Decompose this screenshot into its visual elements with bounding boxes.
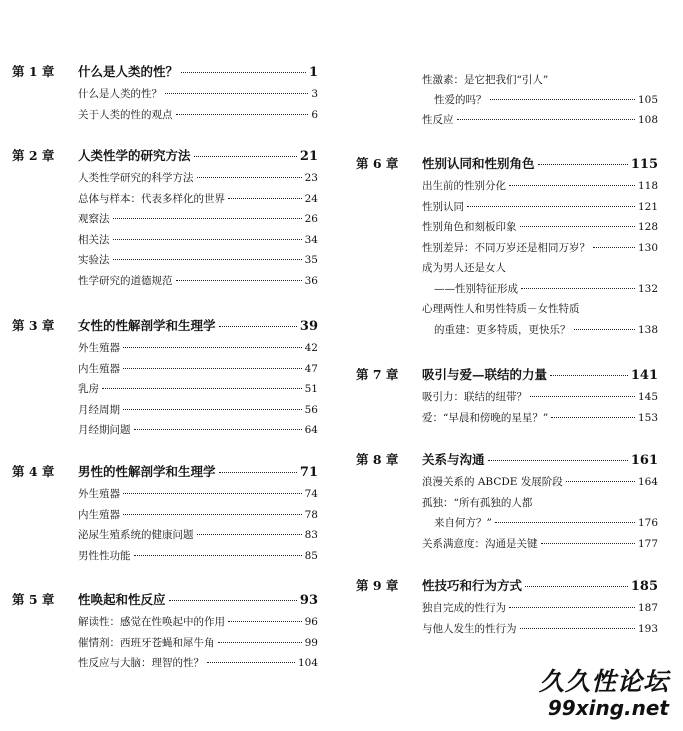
toc-entry[interactable] bbox=[78, 507, 318, 525]
toc-entry-title: 孤独：“所有孤独的人都 bbox=[422, 496, 533, 509]
dot-leader bbox=[181, 72, 306, 73]
toc-entry-title: 相关法 bbox=[78, 233, 110, 246]
toc-entry-page: 187 bbox=[637, 602, 658, 614]
toc-entry-title: 催情剂：西班牙苍蝇和犀牛角 bbox=[78, 636, 215, 649]
dot-leader bbox=[123, 347, 302, 348]
chapter-page: 93 bbox=[299, 593, 318, 608]
toc-entry[interactable] bbox=[78, 614, 318, 632]
dot-leader bbox=[219, 472, 297, 473]
chapter-page: 39 bbox=[299, 319, 318, 334]
toc-entry-title: 心理两性人和男性特质－女性特质 bbox=[422, 303, 580, 315]
toc-entry[interactable] bbox=[422, 410, 658, 428]
toc-entry-title: 外生殖器 bbox=[78, 488, 120, 500]
toc-entry-page: 164 bbox=[637, 476, 658, 488]
toc-entry-title: 外生殖器 bbox=[78, 342, 120, 354]
toc-entry[interactable] bbox=[422, 600, 658, 618]
dot-leader bbox=[113, 239, 302, 240]
toc-entry-page: 177 bbox=[637, 537, 658, 550]
chapter-heading[interactable] bbox=[356, 154, 658, 172]
toc-entry[interactable] bbox=[434, 322, 658, 340]
toc-entry-page: 105 bbox=[637, 94, 658, 106]
chapter-page: 185 bbox=[630, 579, 658, 594]
toc-entry-page: 23 bbox=[304, 172, 318, 184]
toc-entry-page: 35 bbox=[304, 254, 318, 266]
toc-entry-title: 与他人发生的性行为 bbox=[422, 622, 517, 635]
chapter-title: 性别认同和性别角色 bbox=[422, 156, 535, 171]
toc-entry[interactable] bbox=[422, 219, 658, 237]
toc-entry-title: 性激素：是它把我们“引人” bbox=[422, 74, 549, 86]
toc-entry-title: 性爱的吗？ bbox=[434, 94, 487, 106]
toc-entry[interactable] bbox=[78, 655, 318, 673]
dot-leader bbox=[113, 218, 302, 219]
toc-entry-page: 132 bbox=[637, 282, 658, 295]
toc-entry[interactable] bbox=[422, 72, 658, 90]
toc-entry[interactable] bbox=[422, 240, 658, 258]
dot-leader bbox=[123, 493, 302, 494]
dot-leader bbox=[228, 198, 302, 199]
chapter-title: 关系与沟通 bbox=[422, 452, 485, 467]
chapter-title: 人类性学的研究方法 bbox=[78, 148, 191, 163]
toc-entry-title: 性别认同 bbox=[422, 200, 464, 213]
chapter-heading[interactable] bbox=[12, 316, 318, 334]
toc-entry-title: 关于人类的性的观点 bbox=[78, 108, 173, 121]
chapter-heading[interactable] bbox=[12, 590, 318, 608]
chapter-title: 性唤起和性反应 bbox=[78, 592, 166, 607]
dot-leader bbox=[550, 375, 628, 376]
toc-entry-page: 145 bbox=[637, 391, 658, 403]
toc-entry-page: 3 bbox=[311, 88, 318, 100]
chapter-title: 性技巧和行为方式 bbox=[422, 578, 523, 593]
toc-entry-title: 内生殖器 bbox=[78, 508, 120, 521]
toc-entry[interactable] bbox=[78, 252, 318, 270]
dot-leader bbox=[102, 388, 302, 389]
toc-entry-title: 性反应与大脑：理智的性？ bbox=[78, 657, 204, 669]
dot-leader bbox=[520, 226, 635, 227]
toc-entry-page: 128 bbox=[637, 221, 658, 233]
dot-leader bbox=[521, 288, 635, 289]
toc-entry[interactable] bbox=[422, 260, 658, 278]
toc-entry[interactable] bbox=[422, 536, 658, 554]
chapter-heading[interactable] bbox=[356, 450, 658, 468]
chapter-page: 21 bbox=[299, 149, 318, 164]
toc-entry-title: 月经周期 bbox=[78, 403, 120, 416]
toc-entry-title: 解读性：感觉在性唤起中的作用 bbox=[78, 616, 225, 628]
toc-entry-title: 浪漫关系的 ABCDE 发展阶段 bbox=[422, 476, 563, 488]
dot-leader bbox=[467, 206, 635, 207]
toc-entry-page: 64 bbox=[304, 424, 318, 436]
dot-leader bbox=[176, 280, 302, 281]
toc-entry-title: 性学研究的道德规范 bbox=[78, 274, 173, 287]
toc-entry-title: 关系满意度：沟通是关键 bbox=[422, 537, 538, 550]
dot-leader bbox=[490, 99, 635, 100]
toc-entry-title: 成为男人还是女人 bbox=[422, 262, 506, 274]
dot-leader bbox=[123, 409, 302, 410]
dot-leader bbox=[197, 534, 302, 535]
toc-entry-title: 出生前的性别分化 bbox=[422, 180, 506, 192]
dot-leader bbox=[530, 396, 635, 397]
toc-entry-page: 42 bbox=[304, 342, 318, 354]
toc-entry-title: 月经期问题 bbox=[78, 424, 131, 436]
chapter-heading[interactable] bbox=[12, 462, 318, 480]
toc-entry-page: 121 bbox=[637, 200, 658, 213]
chapter-page: 161 bbox=[630, 453, 658, 468]
toc-entry-page: 36 bbox=[304, 274, 318, 287]
dot-leader bbox=[228, 621, 302, 622]
chapter-heading[interactable] bbox=[12, 62, 318, 80]
toc-entry-page: 99 bbox=[304, 636, 318, 649]
toc-entry-title: 男性性功能 bbox=[78, 549, 131, 562]
toc-entry[interactable] bbox=[78, 422, 318, 440]
toc-entry-title: 来自何方？” bbox=[434, 517, 492, 529]
toc-entry-page: 118 bbox=[637, 180, 658, 192]
toc-entry-page: 78 bbox=[304, 508, 318, 521]
toc-entry-title: 性别差异：不同万岁还是相同万岁？ bbox=[422, 241, 590, 254]
toc-entry-title: 乳房 bbox=[78, 383, 99, 395]
toc-entry[interactable] bbox=[422, 199, 658, 217]
dot-leader bbox=[134, 555, 302, 556]
dot-leader bbox=[538, 164, 628, 165]
toc-entry-title: 泌尿生殖系统的健康问题 bbox=[78, 529, 194, 541]
chapter-title: 女性的性解剖学和生理学 bbox=[78, 318, 216, 333]
dot-leader bbox=[218, 642, 302, 643]
dot-leader bbox=[134, 429, 302, 430]
toc-entry[interactable] bbox=[422, 389, 658, 407]
toc-entry-title: ——性别特征形成 bbox=[434, 282, 518, 295]
chapter-title: 吸引与爱—联结的力量 bbox=[422, 367, 548, 382]
toc-entry[interactable] bbox=[422, 301, 658, 319]
toc-entry-page: 51 bbox=[304, 383, 318, 395]
toc-entry-page: 74 bbox=[304, 488, 318, 500]
toc-entry[interactable] bbox=[78, 273, 318, 291]
toc-entry[interactable] bbox=[78, 486, 318, 504]
toc-entry-title: 吸引力：联结的纽带？ bbox=[422, 391, 527, 403]
chapter-number: 第 2 章 bbox=[12, 148, 55, 163]
dot-leader bbox=[593, 247, 635, 248]
dot-leader bbox=[509, 185, 635, 186]
chapter-number: 第 9 章 bbox=[356, 578, 399, 593]
watermark-title: 久久性论坛 bbox=[538, 667, 669, 696]
toc-entry-page: 130 bbox=[637, 241, 658, 254]
toc-entry[interactable] bbox=[78, 191, 318, 209]
toc-entry[interactable] bbox=[78, 232, 318, 250]
toc-entry-page: 108 bbox=[637, 114, 658, 126]
toc-entry-page: 24 bbox=[304, 192, 318, 205]
toc-entry[interactable] bbox=[78, 86, 318, 104]
chapter-page: 1 bbox=[308, 65, 318, 80]
toc-entry[interactable] bbox=[422, 621, 658, 639]
toc-entry-page: 104 bbox=[297, 657, 318, 669]
toc-entry[interactable] bbox=[78, 402, 318, 420]
dot-leader bbox=[495, 522, 635, 523]
toc-entry-title: 实验法 bbox=[78, 254, 110, 266]
toc-entry[interactable] bbox=[78, 635, 318, 653]
toc-entry-page: 138 bbox=[637, 323, 658, 336]
toc-entry-page: 176 bbox=[637, 517, 658, 529]
watermark-url: 99xing.net bbox=[547, 696, 669, 720]
toc-entry-title: 总体与样本：代表多样化的世界 bbox=[78, 192, 225, 205]
toc-entry-title: 内生殖器 bbox=[78, 362, 120, 375]
toc-entry[interactable] bbox=[78, 170, 318, 188]
dot-leader bbox=[509, 607, 635, 608]
toc-entry-page: 153 bbox=[637, 411, 658, 424]
dot-leader bbox=[113, 259, 302, 260]
dot-leader bbox=[123, 368, 302, 369]
toc-entry[interactable] bbox=[434, 92, 658, 110]
toc-entry[interactable] bbox=[422, 112, 658, 130]
toc-entry[interactable] bbox=[78, 527, 318, 545]
watermark bbox=[539, 668, 669, 720]
toc-entry[interactable] bbox=[434, 515, 658, 533]
chapter-number: 第 8 章 bbox=[356, 452, 399, 467]
dot-leader bbox=[541, 543, 635, 544]
toc-entry-page: 96 bbox=[304, 616, 318, 628]
toc-entry-title: 独自完成的性行为 bbox=[422, 602, 506, 614]
toc-entry-page: 47 bbox=[304, 362, 318, 375]
chapter-title: 男性的性解剖学和生理学 bbox=[78, 464, 216, 479]
toc-entry[interactable] bbox=[78, 340, 318, 358]
toc-entry-title: 人类性学研究的科学方法 bbox=[78, 172, 194, 184]
chapter-heading[interactable] bbox=[356, 576, 658, 594]
toc-entry-title: 观察法 bbox=[78, 213, 110, 225]
dot-leader bbox=[165, 93, 308, 94]
chapter-page: 141 bbox=[630, 368, 658, 383]
toc-entry[interactable] bbox=[78, 107, 318, 125]
dot-leader bbox=[176, 114, 309, 115]
toc-entry-page: 26 bbox=[304, 213, 318, 225]
toc-entry-title: 什么是人类的性？ bbox=[78, 88, 162, 100]
dot-leader bbox=[207, 662, 295, 663]
toc-entry-title: 爱：“早晨和傍晚的星星？” bbox=[422, 411, 549, 424]
dot-leader bbox=[197, 177, 302, 178]
toc-entry[interactable] bbox=[78, 548, 318, 566]
chapter-page: 115 bbox=[630, 157, 658, 172]
chapter-heading[interactable] bbox=[12, 146, 318, 164]
dot-leader bbox=[194, 156, 297, 157]
toc-entry-page: 193 bbox=[637, 622, 658, 635]
toc-entry-page: 34 bbox=[304, 233, 318, 246]
chapter-number: 第 4 章 bbox=[12, 464, 55, 479]
chapter-number: 第 5 章 bbox=[12, 592, 55, 607]
toc-entry[interactable] bbox=[78, 381, 318, 399]
dot-leader bbox=[551, 417, 635, 418]
chapter-number: 第 3 章 bbox=[12, 318, 55, 333]
chapter-number: 第 1 章 bbox=[12, 64, 55, 79]
toc-entry-title: 的重建：更多特质，更快乐？ bbox=[434, 323, 571, 336]
dot-leader bbox=[566, 481, 635, 482]
chapter-heading[interactable] bbox=[356, 365, 658, 383]
dot-leader bbox=[520, 628, 635, 629]
chapter-page: 71 bbox=[299, 465, 318, 480]
chapter-number: 第 7 章 bbox=[356, 367, 399, 382]
toc-entry-title: 性反应 bbox=[422, 114, 454, 126]
toc-entry-title: 性别角色和刻板印象 bbox=[422, 221, 517, 233]
toc-entry-page: 85 bbox=[304, 549, 318, 562]
toc-entry-page: 56 bbox=[304, 403, 318, 416]
chapter-number: 第 6 章 bbox=[356, 156, 399, 171]
dot-leader bbox=[488, 460, 628, 461]
toc-entry[interactable] bbox=[422, 495, 658, 513]
toc-entry-page: 83 bbox=[304, 529, 318, 541]
toc-entry-page: 6 bbox=[311, 108, 318, 121]
dot-leader bbox=[574, 329, 635, 330]
dot-leader bbox=[123, 514, 302, 515]
dot-leader bbox=[219, 326, 297, 327]
dot-leader bbox=[169, 600, 297, 601]
toc-entry[interactable] bbox=[78, 211, 318, 229]
toc-entry[interactable] bbox=[422, 474, 658, 492]
toc-entry[interactable] bbox=[78, 361, 318, 379]
dot-leader bbox=[457, 119, 635, 120]
dot-leader bbox=[525, 586, 628, 587]
toc-entry[interactable] bbox=[434, 281, 658, 299]
chapter-title: 什么是人类的性？ bbox=[78, 64, 179, 79]
toc-entry[interactable] bbox=[422, 178, 658, 196]
